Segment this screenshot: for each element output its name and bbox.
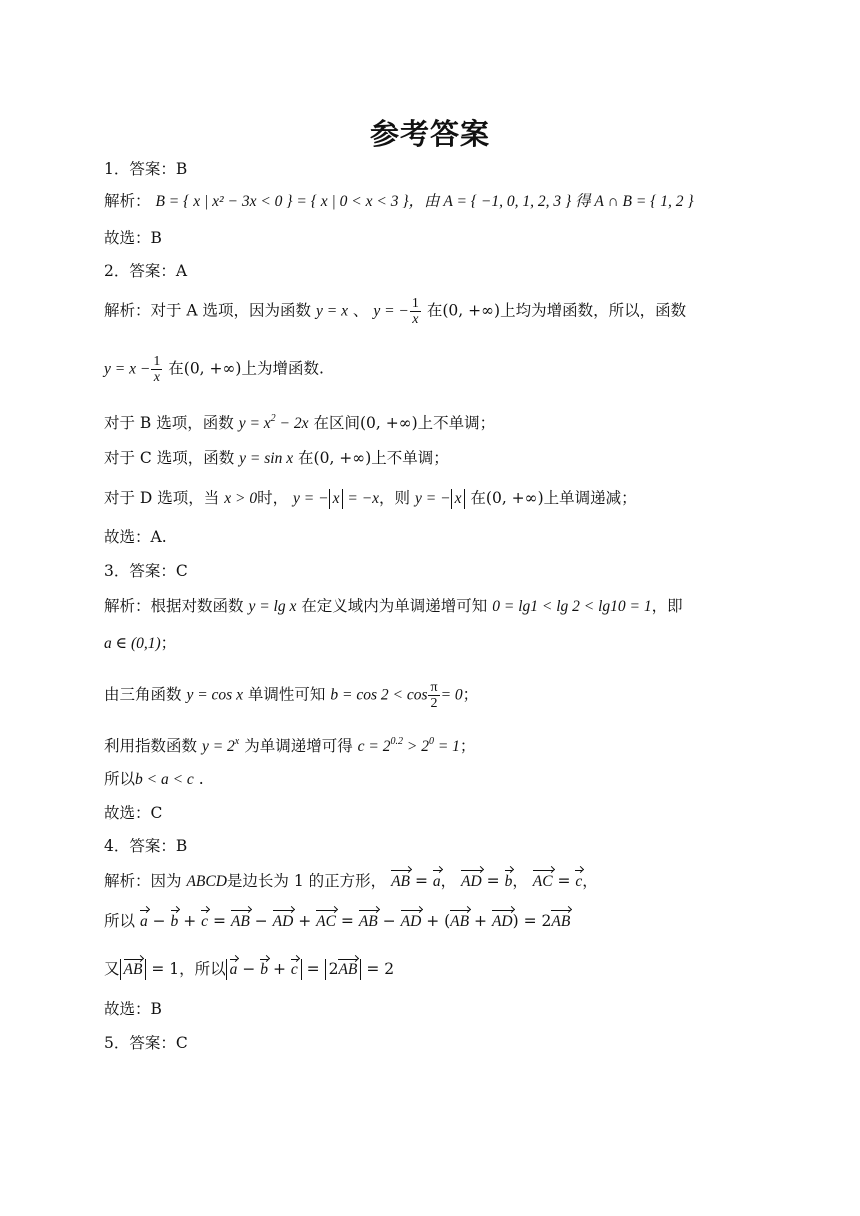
q2-option-d: 对于 D 选项，当 x > 0时， y = − x = −x，则 y = − x 在(0, +∞)上单调递减； [104, 489, 637, 507]
q4-explain-line3: 又 AB = 1，所以 a − b + c = 2AB = 2 [104, 960, 395, 978]
q1-choose: 故选：B [104, 229, 162, 247]
q2-option-c: 对于 C 选项，函数 y = sin x 在(0, +∞)上不单调； [104, 449, 449, 467]
q2-choose: 故选：A. [104, 528, 167, 546]
q4-answer: 4．答案：B [104, 837, 188, 855]
q2-explain-line2: y = x − $\frac{1}{x}$ 在(0, +∞)上为增函数. [104, 354, 324, 385]
q1-answer: 1．答案：B [104, 160, 188, 178]
q2-answer: 2．答案：A [104, 262, 188, 280]
q3-exp-line: 利用指数函数 $y = 2^x$ 为单调递增可得 $c = 2^{0.2} > 2^0 = 1$； [104, 736, 476, 755]
q4-choose: 故选：B [104, 1000, 162, 1018]
q3-explain-line1: 解析：根据对数函数 y = lg x 在定义域内为单调递增可知 0 = lg1 < lg 2 < lg10 = 1，即 [104, 597, 683, 615]
q1-math: B = { x | x² − 3x < 0 } = { x | 0 < x < 3 }，由 A = { −1, 0, 1, 2, 3 } 得 A ∩ B = { 1, 2 } [155, 193, 694, 210]
q1-explanation: 解析： B = { x | x² − 3x < 0 } = { x | 0 < x < 3 }，由 A = { −1, 0, 1, 2, 3 } 得 A ∩ B = { 1, 2 } [104, 192, 694, 210]
q2-option-b: 对于 B 选项，函数 $y = x^2 - 2x$ 在区间(0, +∞)上不单调； [104, 413, 496, 432]
page-title: 参考答案 [369, 117, 490, 151]
q5-answer: 5．答案：C [104, 1034, 188, 1052]
q4-explain-line1: 解析：因为 ABCD是边长为 1 的正方形， AB = a， AD = b， AC = c， [104, 870, 598, 893]
q3-answer: 3．答案：C [104, 562, 188, 580]
q3-explain-line2: a ∈ (0,1)； [104, 634, 177, 652]
q4-explain-line2: 所以 a − b + c = AB − AD + AC = AB − AD + (AB + AD) = 2AB [104, 910, 570, 933]
q3-choose: 故选：C [104, 804, 163, 822]
q2-explain-line1: 解析：对于 A 选项，因为函数 y = x 、 y = − $\frac{1}{x}$ 在(0, +∞)上均为增函数，所以，函数 [104, 296, 687, 327]
q3-so-line: 所以b < a < c . [104, 770, 204, 788]
q3-cos-line: 由三角函数 y = cos x 单调性可知 b = cos 2 < cos $\frac{\pi}{2}$ = 0； [104, 680, 479, 711]
